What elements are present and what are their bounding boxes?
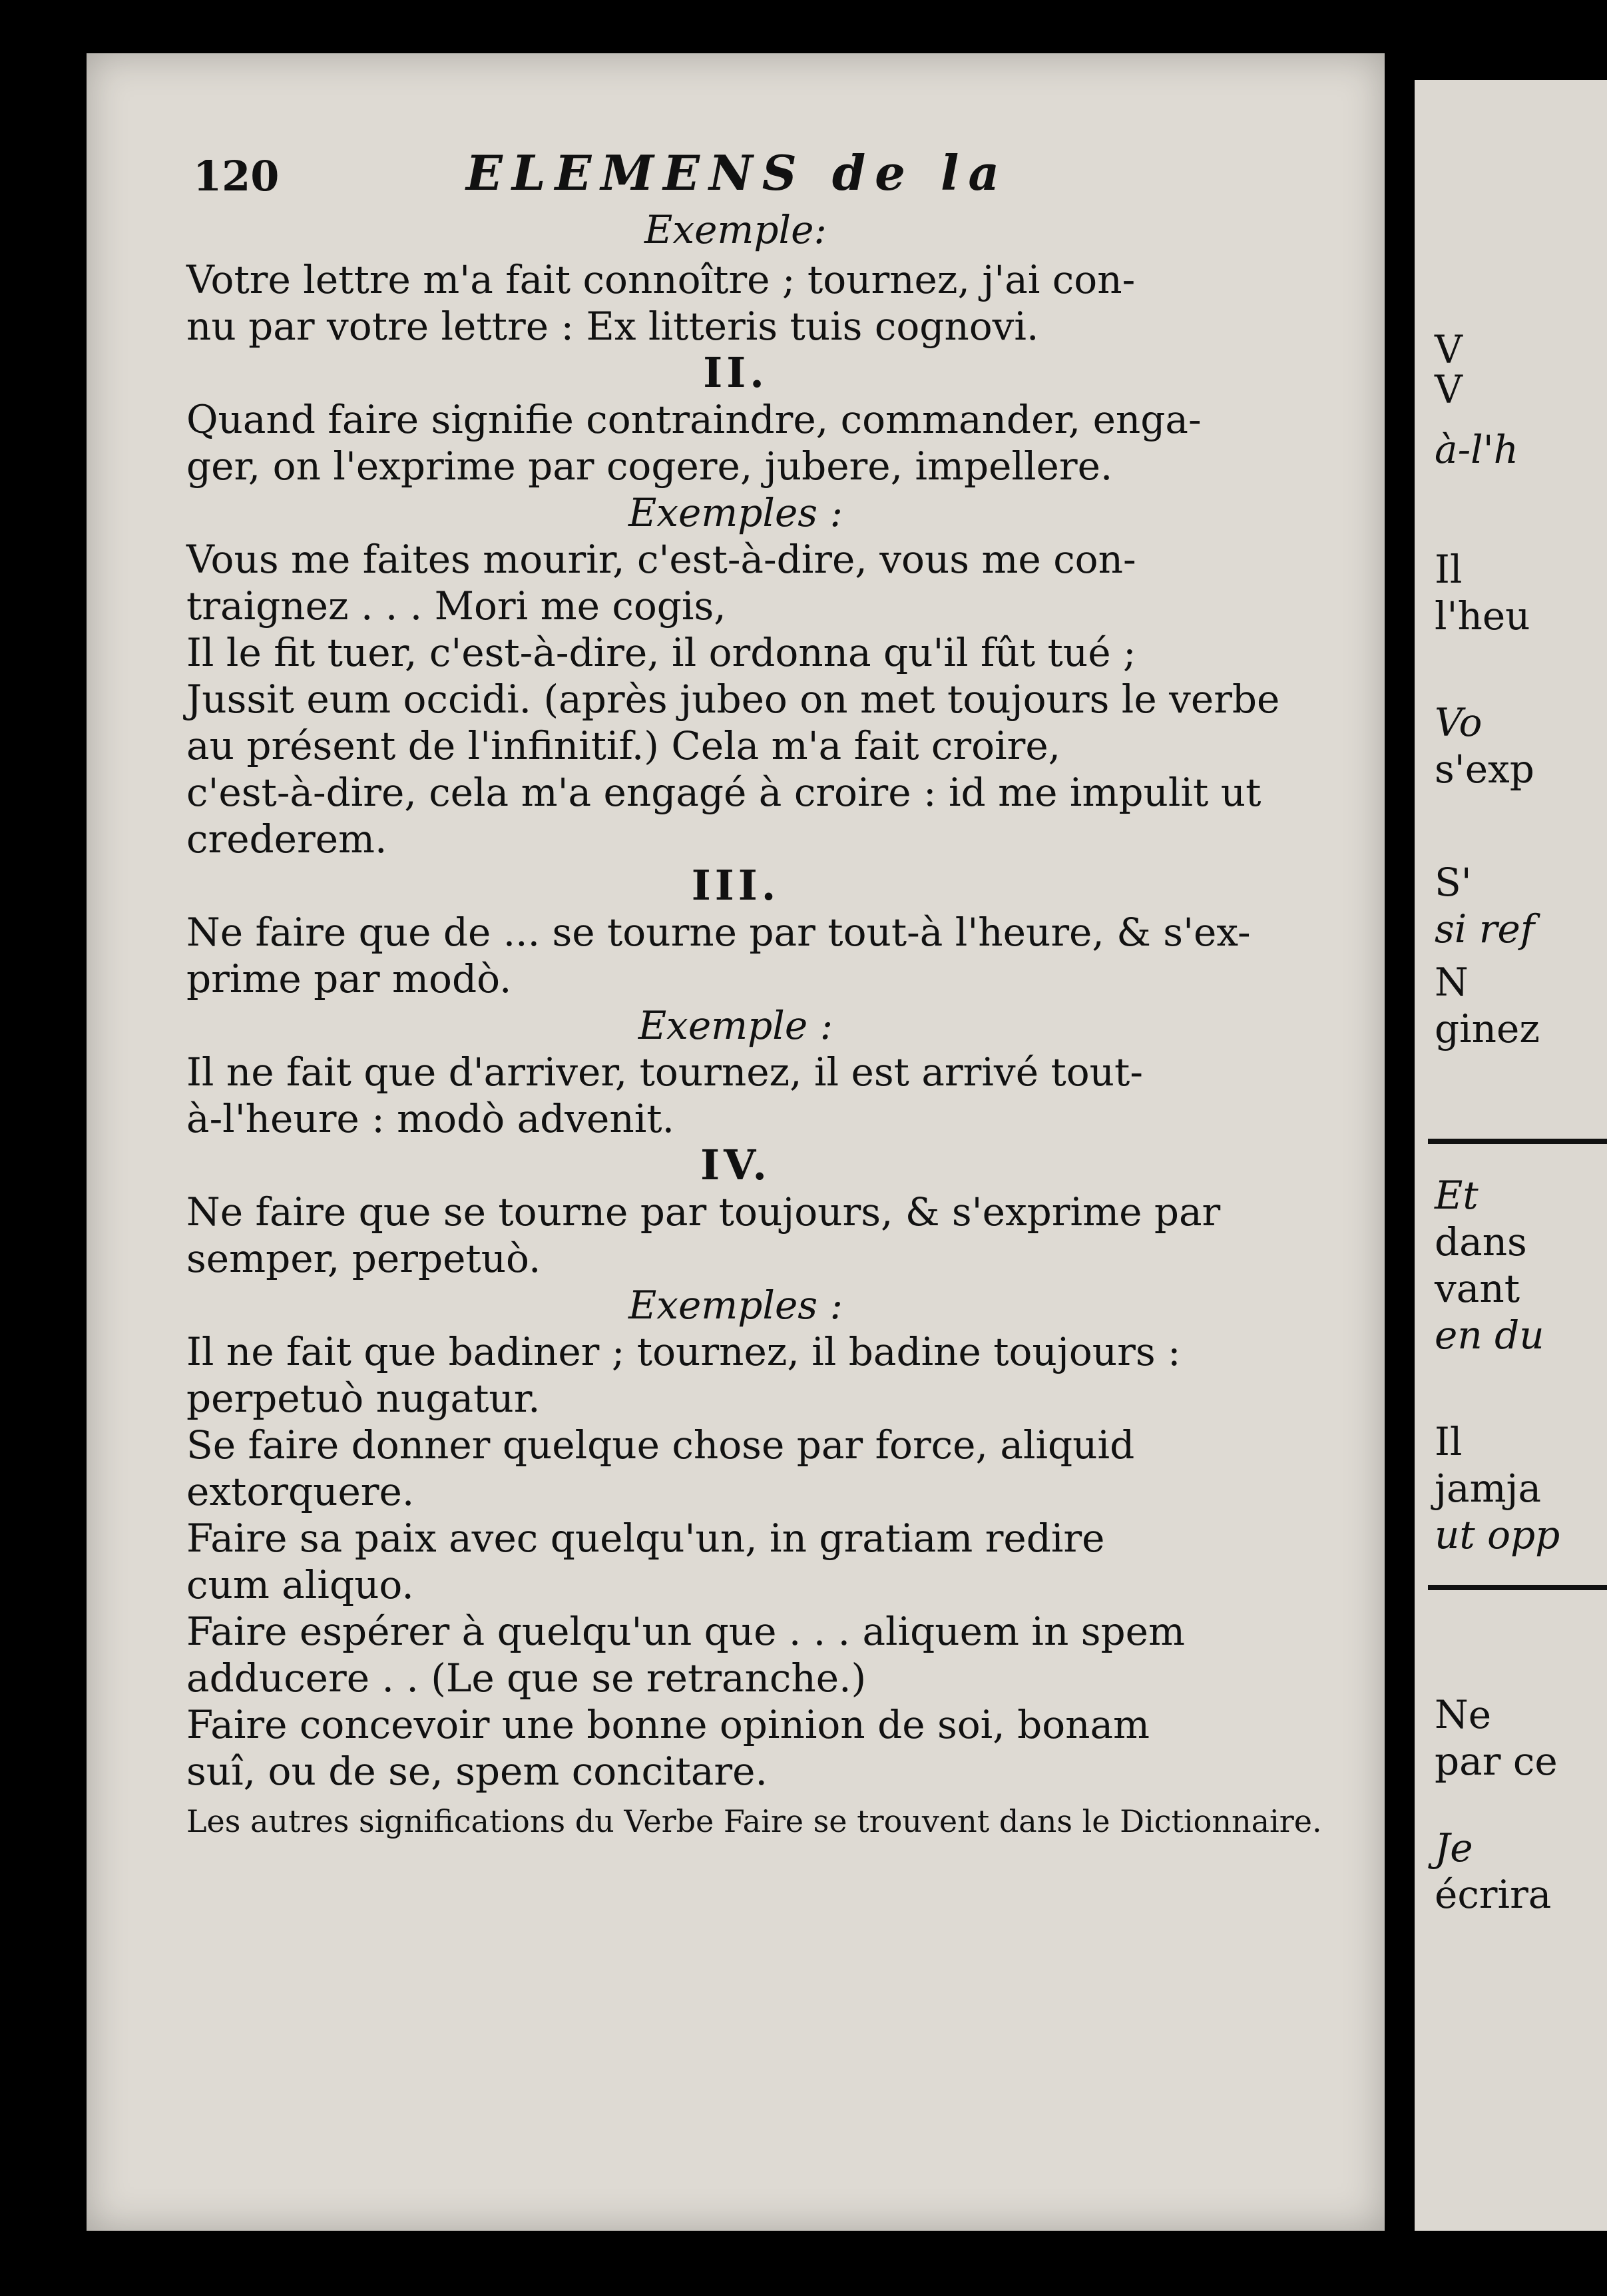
divider-rule <box>1428 1585 1607 1590</box>
right-text-line: V <box>1435 327 1463 372</box>
text-line: cum aliquo. <box>186 1562 414 1607</box>
text-line: Votre lettre m'a fait connoître ; tournez, j'ai con- <box>186 257 1136 302</box>
running-head: ELEMENS de la <box>466 144 1009 201</box>
right-text-line: ginez <box>1435 1006 1540 1051</box>
right-text-line: Il <box>1435 547 1463 592</box>
text-line: Il ne fait que d'arriver, tournez, il est arrivé tout- <box>186 1049 1143 1095</box>
text-line: au présent de l'infinitif.) Cela m'a fait croire, <box>186 723 1061 768</box>
text-line: prime par modò. <box>186 956 512 1002</box>
right-text-line: Ne <box>1435 1692 1492 1737</box>
text-line: Quand faire signifie contraindre, commander, enga- <box>186 397 1202 442</box>
text-line: perpetuò nugatur. <box>186 1376 541 1421</box>
right-text-line: Il <box>1435 1419 1463 1464</box>
text-line: adducere . . (Le que se retranche.) <box>186 1655 867 1701</box>
right-page-fragment <box>1415 80 1607 2231</box>
text-line: Faire sa paix avec quelqu'un, in gratiam redire <box>186 1516 1105 1561</box>
right-text-line: S' <box>1435 860 1472 905</box>
right-text-line: dans <box>1435 1219 1527 1265</box>
text-line: Vous me faites mourir, c'est-à-dire, vous me con- <box>186 537 1136 582</box>
right-text-line: Vo <box>1435 700 1483 745</box>
text-line: c'est-à-dire, cela m'a engagé à croire : id me impulit ut <box>186 770 1262 815</box>
text-line: extorquere. <box>186 1469 415 1514</box>
text-line: Il le fit tuer, c'est-à-dire, il ordonna qu'il fût tué ; <box>186 630 1136 675</box>
right-text-line: à-l'h <box>1435 427 1519 472</box>
text-line: Exemples : <box>628 490 843 535</box>
right-text-line: si ref <box>1435 906 1535 952</box>
right-text-line: N <box>1435 960 1469 1005</box>
text-line: traignez . . . Mori me cogis, <box>186 583 726 629</box>
text-line: III. <box>691 861 780 910</box>
text-line: Exemple: <box>644 207 827 252</box>
text-line: II. <box>703 348 768 397</box>
text-line: ger, on l'exprime par cogere, jubere, impellere. <box>186 443 1113 489</box>
text-line: suî, ou de se, spem concitare. <box>186 1749 768 1794</box>
text-line: Exemples : <box>628 1283 843 1328</box>
right-text-line: jamja <box>1435 1466 1542 1511</box>
page-number: 120 <box>193 152 280 200</box>
text-line: Se faire donner quelque chose par force, aliquid <box>186 1422 1135 1468</box>
right-text-line: en du <box>1435 1312 1544 1358</box>
right-text-line: Et <box>1435 1173 1479 1218</box>
text-line: Faire espérer à quelqu'un que . . . aliquem in spem <box>186 1609 1185 1654</box>
text-line: Jussit eum occidi. (après jubeo on met toujours le verbe <box>186 677 1280 722</box>
divider-rule <box>1428 1139 1607 1144</box>
text-line: Ne faire que de ... se tourne par tout-à l'heure, & s'ex- <box>186 910 1251 955</box>
text-line: Exemple : <box>638 1003 833 1048</box>
text-line: IV. <box>700 1141 771 1189</box>
text-line: Il ne fait que badiner ; tournez, il badine toujours : <box>186 1329 1181 1374</box>
right-text-line: Je <box>1435 1825 1473 1870</box>
right-text-line: s'exp <box>1435 746 1534 792</box>
right-text-line: l'heu <box>1435 593 1530 639</box>
right-text-line: ut opp <box>1435 1512 1560 1558</box>
right-text-line: écrira <box>1435 1872 1552 1917</box>
right-text-line: vant <box>1435 1266 1520 1311</box>
left-page <box>87 53 1385 2231</box>
right-text-line: V <box>1435 367 1463 412</box>
text-line: Ne faire que se tourne par toujours, & s'exprime par <box>186 1189 1221 1235</box>
text-line: semper, perpetuò. <box>186 1236 541 1281</box>
right-text-line: par ce <box>1435 1739 1558 1784</box>
text-line: à-l'heure : modò advenit. <box>186 1096 675 1141</box>
text-line: Les autres significations du Verbe Faire se trouvent dans le Dictionnaire. <box>186 1803 1322 1839</box>
text-line: Faire concevoir une bonne opinion de soi, bonam <box>186 1702 1150 1747</box>
text-line: nu par votre lettre : Ex litteris tuis cognovi. <box>186 304 1039 349</box>
text-line: crederem. <box>186 816 387 862</box>
